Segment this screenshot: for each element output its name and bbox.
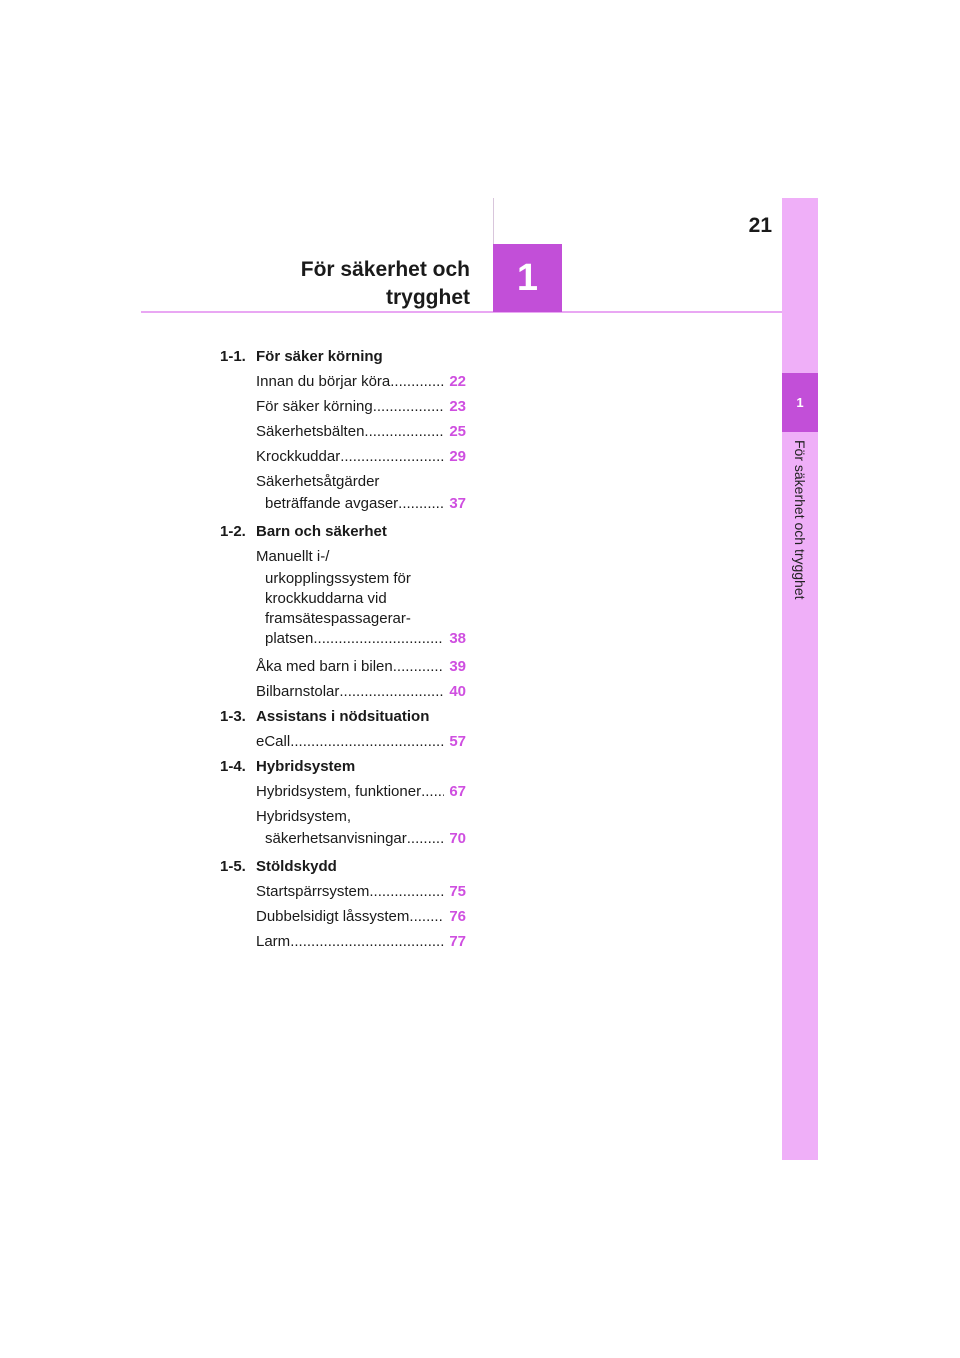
leader-dots xyxy=(290,729,444,754)
page-ref[interactable]: 38 xyxy=(449,630,466,647)
entry-text: Åka med barn i bilen xyxy=(256,658,393,675)
side-tab xyxy=(782,198,818,1160)
page-ref[interactable]: 76 xyxy=(449,908,466,925)
page-ref[interactable]: 25 xyxy=(449,423,466,440)
section-title: Hybridsystem xyxy=(256,758,356,775)
section-number: 1-5. xyxy=(220,858,246,875)
leader-dots xyxy=(369,879,444,904)
toc-entry[interactable] xyxy=(256,729,466,754)
leader-dots xyxy=(313,629,444,649)
toc-entry[interactable] xyxy=(256,419,466,444)
leader-dots xyxy=(421,779,444,804)
page-ref[interactable]: 22 xyxy=(449,373,466,390)
entry-text: Dubbelsidigt låssystem xyxy=(256,908,410,925)
leader-dots xyxy=(373,394,444,419)
section-number: 1-2. xyxy=(220,523,246,540)
page-ref[interactable]: 77 xyxy=(449,933,466,950)
leader-dots xyxy=(290,929,444,954)
entry-text: Säkerhetsbälten xyxy=(256,423,365,440)
toc-section-1-4[interactable] xyxy=(220,754,470,779)
page-ref[interactable]: 29 xyxy=(449,448,466,465)
entry-text: Larm xyxy=(256,933,291,950)
page-number: 21 xyxy=(748,214,772,237)
page-ref[interactable]: 37 xyxy=(449,495,466,512)
toc-entry[interactable] xyxy=(256,804,466,854)
section-title: Assistans i nödsituation xyxy=(256,708,430,725)
toc-section-1-3[interactable] xyxy=(220,704,470,729)
toc-entry[interactable] xyxy=(256,879,466,904)
entry-text: För säker körning xyxy=(256,398,373,415)
toc-entry[interactable] xyxy=(256,929,466,954)
entry-text: Startspärrsystem xyxy=(256,883,370,900)
side-tab-chapter-number[interactable]: 1 xyxy=(782,373,818,432)
leader-dots xyxy=(339,679,444,704)
table-of-contents xyxy=(220,344,470,954)
chapter-number-box: 1 xyxy=(493,244,562,312)
entry-text: Bilbarnstolar xyxy=(256,683,340,700)
entry-text-line: framsätespassagerar- xyxy=(265,610,411,627)
side-tab-label: För säkerhet och trygghet xyxy=(792,440,808,600)
entry-text: beträffande avgaser xyxy=(265,495,399,512)
toc-entry[interactable] xyxy=(256,444,466,469)
leader-dots xyxy=(407,829,444,849)
entry-text: Krockkuddar xyxy=(256,448,341,465)
page-ref[interactable]: 75 xyxy=(449,883,466,900)
leader-dots xyxy=(393,654,444,679)
page-ref[interactable]: 39 xyxy=(449,658,466,675)
entry-text: Innan du börjar köra xyxy=(256,373,391,390)
toc-entry[interactable] xyxy=(256,394,466,419)
entry-text: platsen xyxy=(265,630,314,647)
section-title: Stöldskydd xyxy=(256,858,337,875)
section-number: 1-4. xyxy=(220,758,246,775)
header-divider xyxy=(493,198,494,244)
chapter-title-line1: För säkerhet och xyxy=(300,258,470,281)
section-title: Barn och säkerhet xyxy=(256,523,387,540)
toc-entry[interactable] xyxy=(256,654,466,679)
leader-dots xyxy=(390,369,444,394)
entry-text-line: krockkuddarna vid xyxy=(265,590,387,607)
entry-text-line: Manuellt i-/ xyxy=(256,548,330,565)
entry-text: eCall xyxy=(256,733,291,750)
section-number: 1-1. xyxy=(220,348,246,365)
leader-dots xyxy=(364,419,444,444)
toc-entry[interactable] xyxy=(256,469,466,519)
toc-entry[interactable] xyxy=(256,369,466,394)
section-number: 1-3. xyxy=(220,708,246,725)
page-ref[interactable]: 67 xyxy=(449,783,466,800)
page-ref[interactable]: 57 xyxy=(449,733,466,750)
section-title: För säker körning xyxy=(256,348,383,365)
toc-section-1-2[interactable] xyxy=(220,519,470,544)
page-ref[interactable]: 40 xyxy=(449,683,466,700)
toc-entry[interactable] xyxy=(256,904,466,929)
toc-section-1-1[interactable] xyxy=(220,344,470,369)
entry-text: Hybridsystem, funktioner xyxy=(256,783,422,800)
leader-dots xyxy=(398,494,444,514)
entry-text-line: urkopplingssystem för xyxy=(265,570,411,587)
leader-dots xyxy=(340,444,444,469)
page-ref[interactable]: 70 xyxy=(449,830,466,847)
entry-text-line: Hybridsystem, xyxy=(256,808,352,825)
leader-dots xyxy=(409,904,444,929)
chapter-title xyxy=(301,256,470,312)
toc-entry[interactable] xyxy=(256,779,466,804)
toc-entry[interactable] xyxy=(256,544,466,654)
chapter-title-line2: trygghet xyxy=(386,286,470,309)
page-ref[interactable]: 23 xyxy=(449,398,466,415)
toc-entry[interactable] xyxy=(256,679,466,704)
entry-text-line: Säkerhetsåtgärder xyxy=(256,473,380,490)
entry-text: säkerhetsanvisningar xyxy=(265,830,407,847)
toc-section-1-5[interactable] xyxy=(220,854,470,879)
